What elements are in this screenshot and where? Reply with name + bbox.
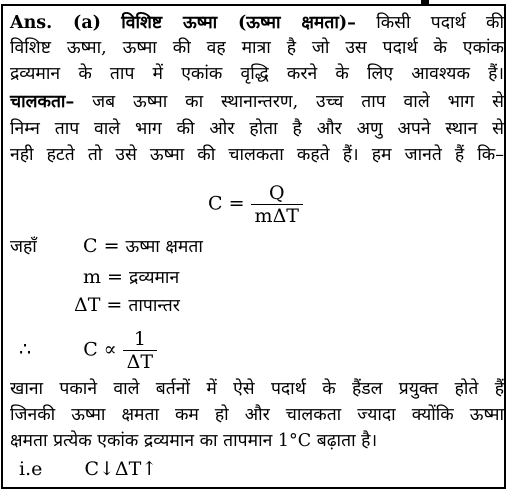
- therefore-symbol: ∴: [19, 338, 32, 361]
- ie-expression: C↓ΔT↑: [84, 458, 158, 480]
- line-4: [10, 91, 504, 113]
- def-symbol: C =: [83, 235, 120, 257]
- formula-denominator: mΔT: [254, 205, 299, 227]
- answer-box: [1, 4, 506, 489]
- line-7: खाना पकाने वाले बर्तनों में ऐसे पदार्थ के हैंडल प्रयुक्त होते हैं: [10, 379, 504, 399]
- def-text: द्रव्यमान: [129, 268, 180, 288]
- prop-fraction: [123, 328, 157, 373]
- heading-conductivity: चालकता–: [10, 92, 75, 112]
- line-5: निम्न ताप वाले भाग की ओर होता है और अणु अपने स्थान से: [10, 119, 504, 139]
- line-1-text: किसी पदार्थ की: [376, 13, 504, 33]
- heading-specific-heat: विशिष्ट ऊष्मा (ऊष्मा क्षमता)–: [121, 13, 356, 33]
- def-row-dt: [74, 294, 180, 317]
- formula-heat-capacity: [208, 182, 303, 227]
- ans-label: Ans. (a): [10, 13, 101, 33]
- prop-lhs: C ∝: [83, 338, 117, 361]
- prop-denominator: ΔT: [126, 351, 154, 373]
- def-text: ऊष्मा क्षमता: [125, 237, 203, 257]
- formula-lhs: C =: [208, 192, 245, 215]
- line-6: नही हटते तो उसे ऊष्मा की चालकता कहते हैं। हम जानते हैं कि–: [10, 145, 504, 165]
- line-1: [10, 12, 504, 34]
- line-2: विशिष्ट ऊष्मा, ऊष्मा की वह मात्रा है जो उस पदार्थ के एकांक: [10, 38, 504, 58]
- line-3: द्रव्यमान के ताप में एकांक वृद्धि करने के लिए आवश्यक हैं।: [10, 64, 504, 84]
- line-4-text: जब ऊष्मा का स्थानान्तरण, उच्च ताप वाले भाग से: [92, 92, 504, 112]
- def-symbol: ΔT =: [74, 294, 123, 316]
- proportionality-formula: [19, 328, 157, 373]
- def-text: तापान्तर: [128, 296, 180, 316]
- where-label: जहाँ: [10, 237, 37, 257]
- ie-label: i.e: [19, 458, 43, 480]
- prop-numerator: 1: [123, 328, 157, 351]
- def-row-c: [83, 235, 203, 258]
- def-symbol: m =: [83, 266, 123, 288]
- ie-row: [19, 458, 157, 480]
- formula-fraction: [251, 182, 303, 227]
- formula-numerator: Q: [251, 182, 303, 205]
- line-8: जिनकी ऊष्मा क्षमता कम हो और चालकता ज्यादा क्योंकि ऊष्मा: [10, 405, 504, 425]
- line-9: क्षमता प्रत्येक एकांक द्रव्यमान का तापमान 1°C बढ़ाता है।: [10, 431, 378, 451]
- def-row-m: [83, 266, 179, 289]
